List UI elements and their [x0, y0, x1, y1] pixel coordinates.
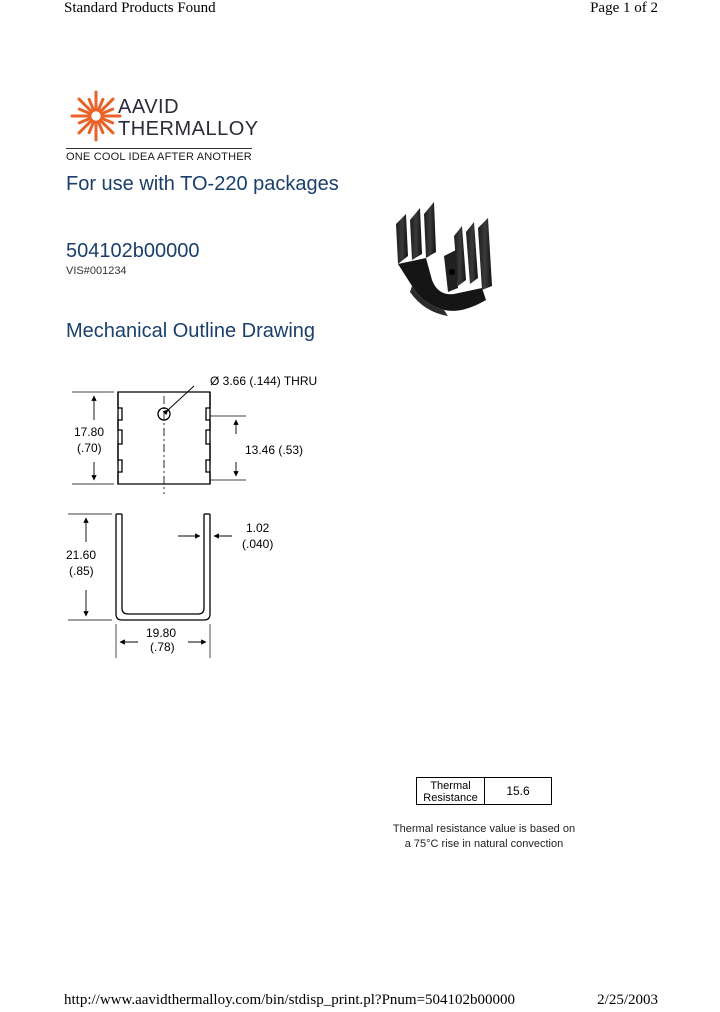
thermal-resistance-label	[417, 778, 485, 804]
dim-width-in: (.78)	[150, 640, 175, 654]
dim-hole: Ø 3.66 (.144) THRU	[210, 374, 318, 388]
dim-width-mm: 19.80	[146, 626, 177, 640]
thermal-label-line-2: Resistance	[423, 792, 478, 804]
thermal-resistance-table	[416, 777, 552, 805]
hole-leader	[168, 386, 194, 410]
thermal-note	[384, 822, 584, 852]
logo-line-2: THERMALLOY	[118, 118, 259, 140]
top-view-outline	[118, 392, 210, 484]
dim-slot: 13.46 (.53)	[245, 443, 304, 457]
part-number: 504102b00000	[66, 240, 200, 262]
page-number: Page 1 of 2	[590, 0, 658, 16]
package-title: For use with TO-220 packages	[66, 173, 339, 195]
dim-depth-mm: 21.60	[66, 548, 97, 562]
header-title: Standard Products Found	[64, 0, 216, 16]
mechanical-drawing-title: Mechanical Outline Drawing	[66, 320, 316, 342]
mechanical-outline-drawing	[60, 368, 350, 668]
dim-thick-mm: 1.02	[246, 521, 270, 535]
thermal-note-line-1: Thermal resistance value is based on	[392, 823, 576, 835]
vis-number: VIS#001234	[66, 265, 127, 277]
footer-date: 2/25/2003	[597, 992, 658, 1008]
heatsink-photo	[382, 196, 502, 320]
thermal-note-line-2: a 75°C rise in natural convection	[404, 838, 564, 850]
dim-depth-in: (.85)	[69, 564, 94, 578]
side-view-outline	[116, 514, 210, 620]
logo-line-1: AAVID	[118, 96, 180, 118]
footer-url[interactable]: http://www.aavidthermalloy.com/bin/stdisp_print.pl?Pnum=504102b00000	[64, 992, 516, 1008]
dim-thick-in: (.040)	[242, 537, 274, 551]
logo-divider	[66, 148, 252, 149]
dim-height-in: (.70)	[77, 441, 102, 455]
dim-height-mm: 17.80	[74, 425, 105, 439]
thermal-label-line-1: Thermal	[430, 780, 471, 792]
thermal-resistance-value: 15.6	[506, 784, 530, 798]
logo-tagline: ONE COOL IDEA AFTER ANOTHER	[66, 151, 252, 163]
